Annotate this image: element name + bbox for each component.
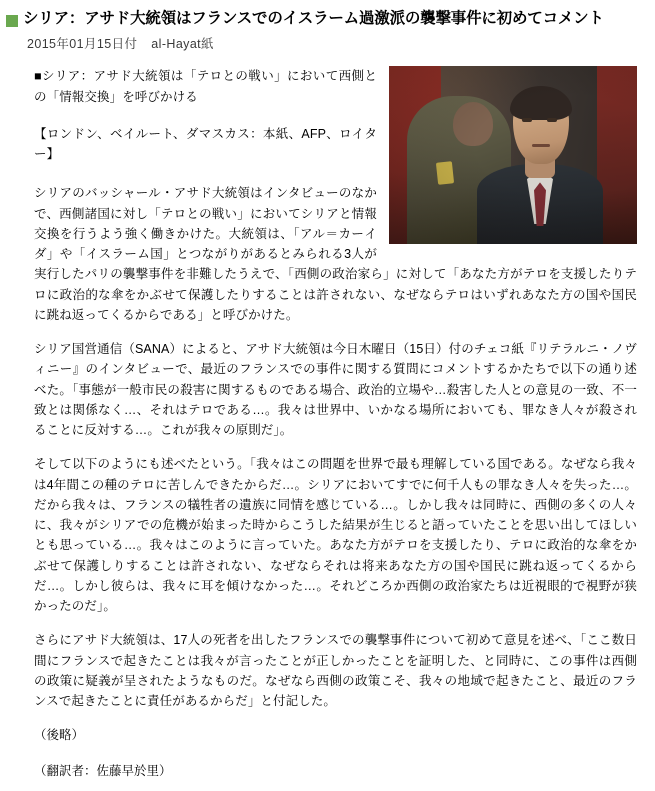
byline	[0, 28, 655, 52]
paragraph-3: そして以下のようにも述べたという。「我々はこの問題を世界で最も理解している国である。なぜなら我々は4年間この種のテロに苦しんできたからだ…。シリアにおいてすでに何千人もの罪なき人々を失った…。だから我々は、フランスの犠牲者の遺族に同情を感じている…。しかし我々は同時に、西側の多くの人々に、我々がシリアでの危機が始まった時からこうした結果が生じると語っていたことを思い出してほしいとも思っている…。我々はこのように言っていた。あなた方がテロを支援したり、テロに政治的な傘をかぶせて保護しりすることは許されない、なぜならそれは将来あなた方の国や国民に跳ね返ってくるからだ…。しかし彼らは、我々に耳を傾けなかった…。それどころか西側の政治家たちは近視眼的で視野が狭かったのだ」。	[34, 457, 637, 614]
publish-date: 2015年01月15日付	[27, 37, 138, 52]
source-name: al-Hayat紙	[151, 37, 214, 52]
translator-credit: （翻訳者：佐藤早於里）	[34, 764, 172, 778]
paragraph-1: シリアのバッシャール・アサド大統領はインタビューのなかで、西側諸国に対し「テロとの戦い」においてシリアと情報交換を行うよう強く働きかけた。大統領は、「アル＝カーイダ」や「イスラーム国」とつながりがあるとみられる3人が実行したパリの襲撃事件を非難したうえで、「西側の政治家ら」に対して「あなた方がテロを支援したりテロに政治的な傘をかぶせて保護したりすることは許されない、なぜならテロはいずれあなた方の国や国民に跳ね返ってくるからである」と呼びかけた。	[34, 186, 637, 322]
title-bar	[0, 0, 655, 28]
paragraph-4: さらにアサド大統領は、17人の死者を出したフランスでの襲撃事件について初めて意見を述べ、「ここ数日間にフランスで起きたことは我々が言ったことが正しかったことを証明した、と同時に、この事件は西側の政策に疑義が呈されたようなものだ。なぜなら西側の政策こそ、我々の地域で起きたこと、最近のフランスで起きたことに責任があるからだ」と付記した。	[34, 633, 637, 709]
assad-portrait-photo	[389, 66, 637, 244]
sources-line: 【ロンドン、ベイルート、ダマスカス：本紙、AFP、ロイター】	[34, 126, 377, 162]
paragraph-2: シリア国営通信（SANA）によると、アサド大統領は今日木曜日（15日）付のチェコ紙『リテラルニ・ノヴィニー』のインタビューで、最近のフランスでの事件に関する質問にコメントするかたちで以下の通り述べた。「事態が一般市民の殺害に関するものである場合、政治的立場や…殺害した人との意見の一致、不一致とは関係なく…、それはテロである…。我々は世界中、いかなる場所においても、罪なき人々が殺されることに反対する…。これが我々の原則だ」。	[34, 342, 637, 438]
footnote: （後略）	[34, 728, 85, 743]
article-body	[0, 52, 655, 711]
title-marker-square	[6, 15, 18, 27]
photo-vignette	[389, 66, 637, 244]
lead-paragraph: ■シリア：アサド大統領は「テロとの戦い」において西側との「情報交換」を呼びかける	[34, 69, 377, 104]
page-title: シリア：アサド大統領はフランスでのイスラーム過激派の襲撃事件に初めてコメント	[23, 10, 604, 27]
